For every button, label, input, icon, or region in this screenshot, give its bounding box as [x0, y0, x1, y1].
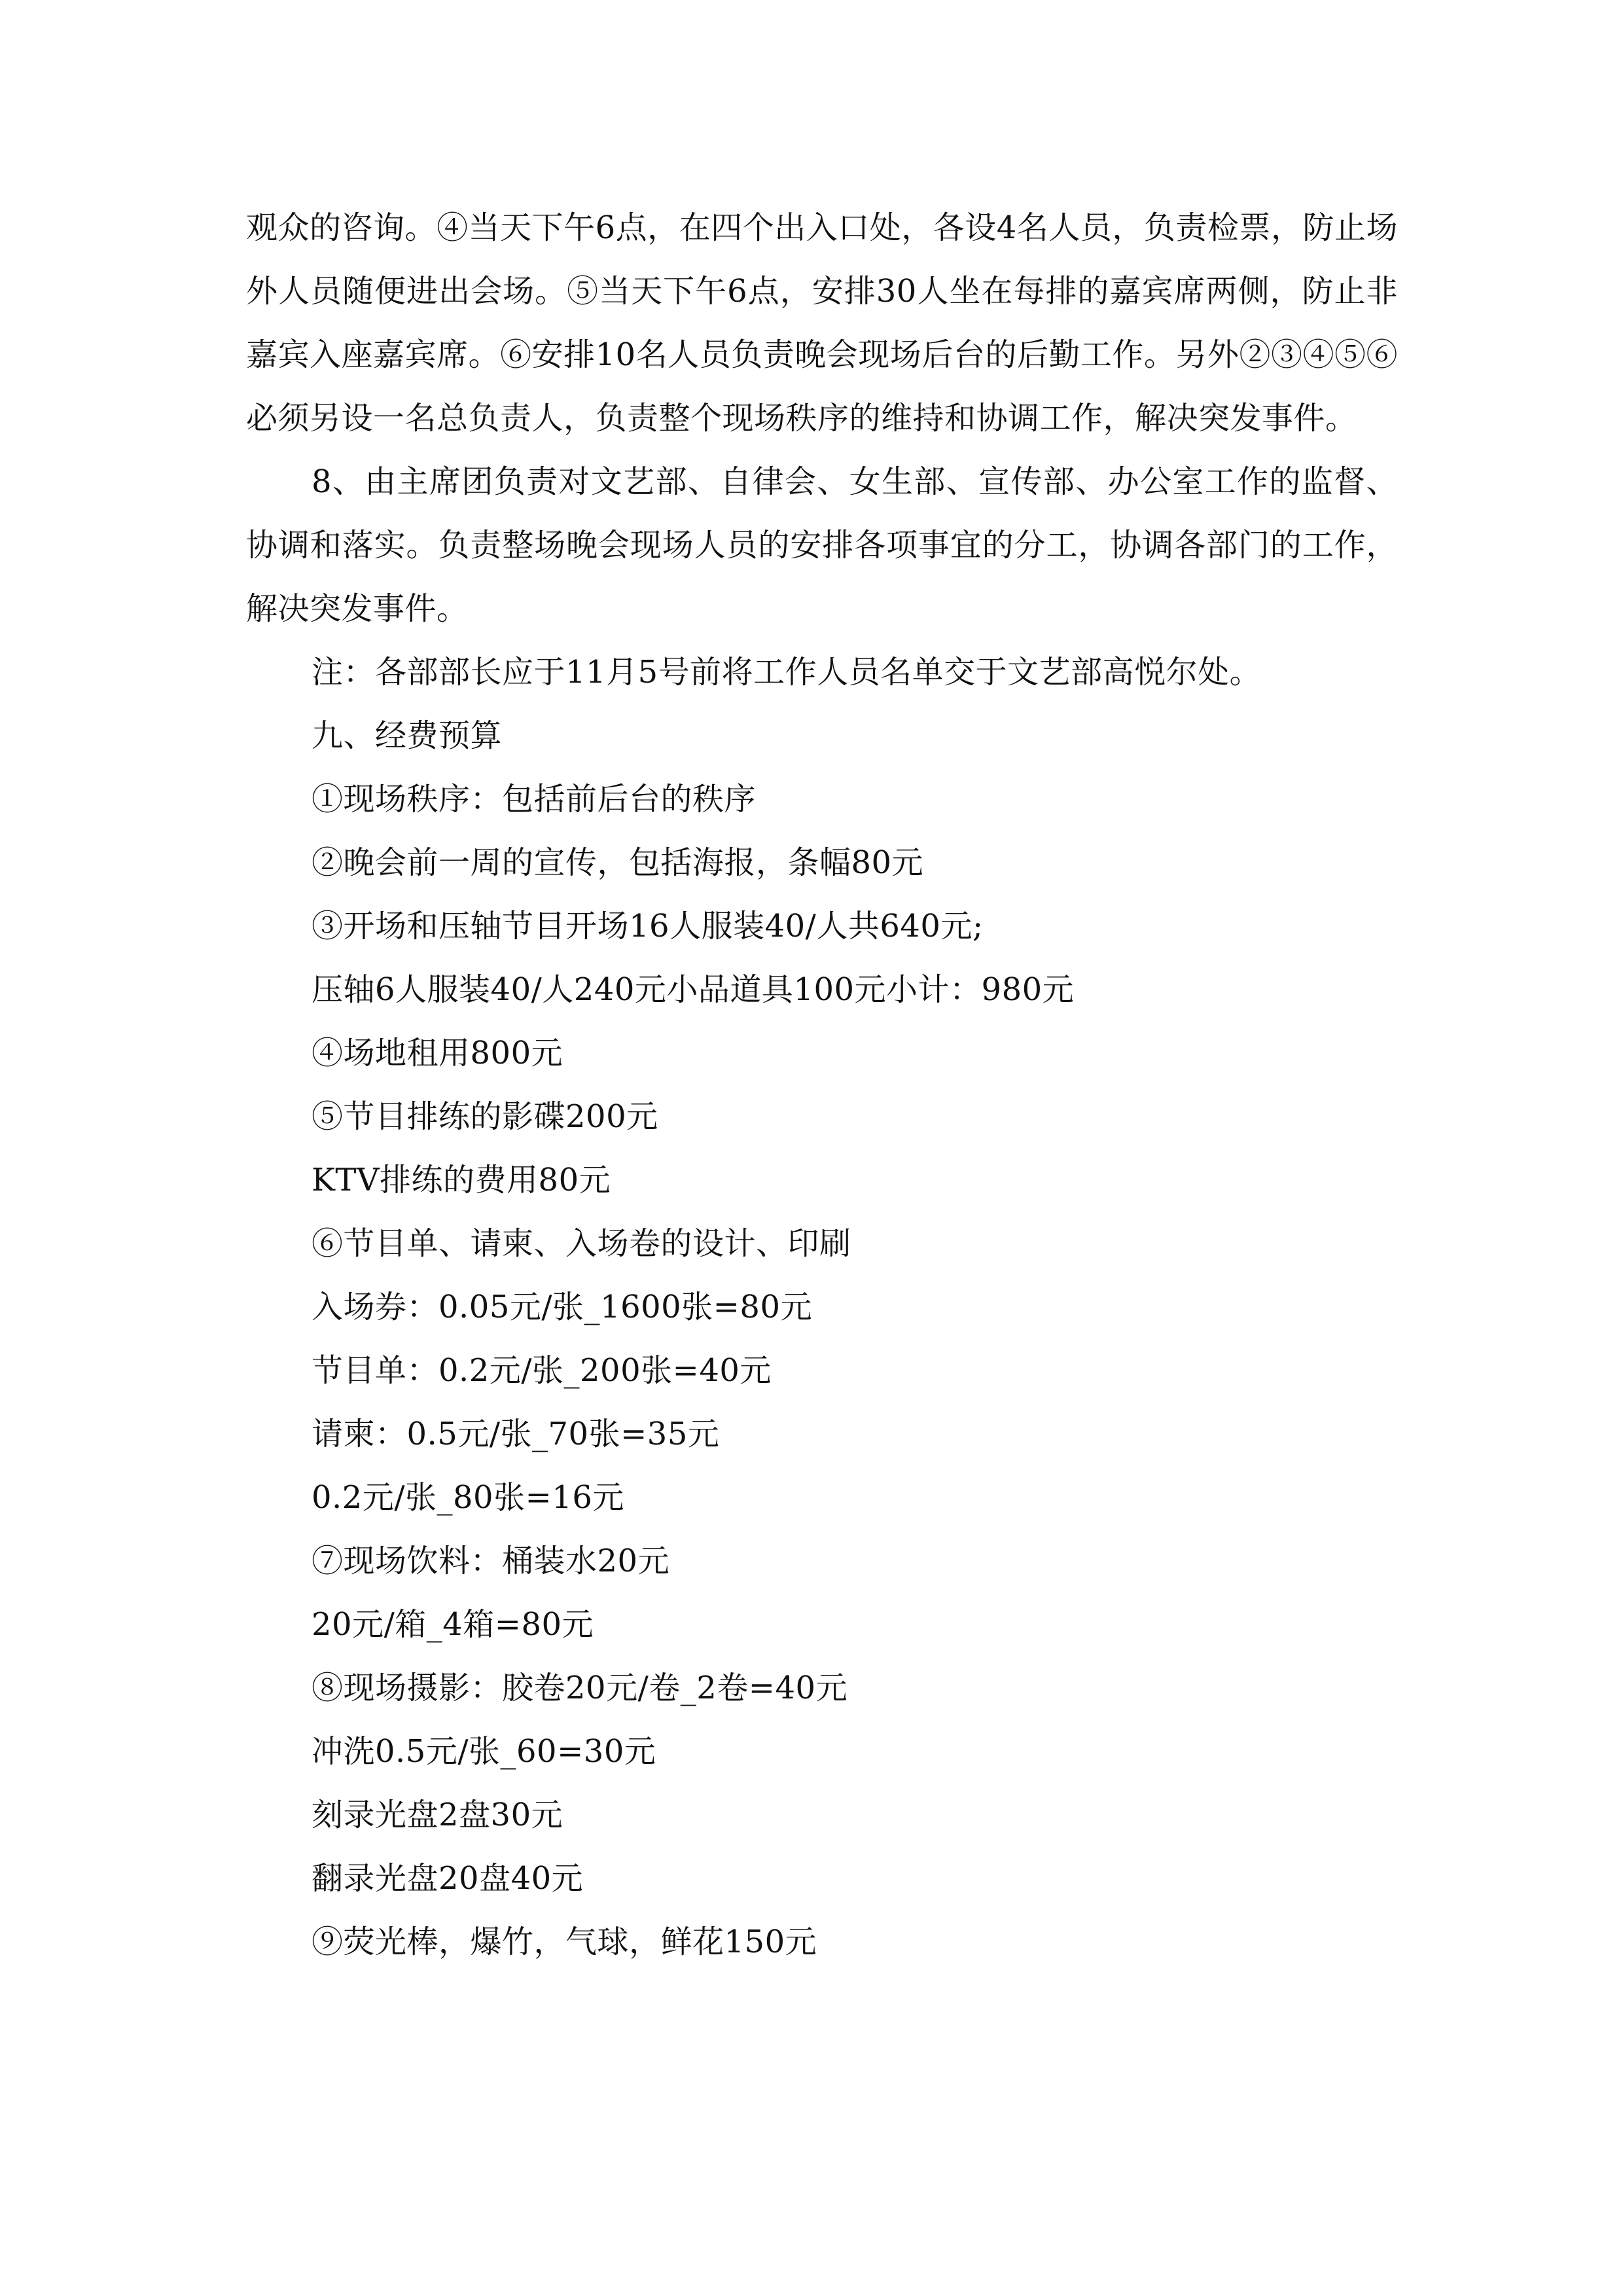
paragraph-staffing: 观众的咨询。④当天下午6点，在四个出入口处，各设4名人员，负责检票，防止场外人员随便进出会场。⑤当天下午6点，安排30人坐在每排的嘉宾席两侧，防止非嘉宾入座嘉宾席。⑥安排10名人员负责晚会现场后台的后勤工作。另外②③④⑤⑥必须另设一名总负责人，负责整个现场秩序的维持和协调工作，解决突发事件。: [246, 209, 1398, 437]
budget-line: 入场券：0.05元/张_1600张=80元: [312, 1289, 813, 1325]
budget-line: ⑥节目单、请柬、入场卷的设计、印刷: [312, 1225, 851, 1262]
budget-line: ①现场秩序：包括前后台的秩序: [312, 781, 757, 817]
budget-line: 压轴6人服装40/人240元小品道具100元小计：980元: [312, 971, 1075, 1008]
budget-line: 0.2元/张_80张=16元: [312, 1479, 624, 1516]
section-title-budget: 九、经费预算: [312, 717, 503, 754]
paragraph-presidium: 8、由主席团负责对文艺部、自律会、女生部、宣传部、办公室工作的监督、协调和落实。负责整场晚会现场人员的安排各项事宜的分工，协调各部门的工作，解决突发事件。: [246, 463, 1398, 627]
note-line: 注：各部部长应于11月5号前将工作人员名单交于文艺部高悦尔处。: [312, 654, 1262, 691]
budget-line: ③开场和压轴节目开场16人服装40/人共640元;: [312, 908, 984, 944]
budget-line: KTV排练的费用80元: [312, 1162, 611, 1198]
budget-line: ②晚会前一周的宣传，包括海报，条幅80元: [312, 844, 924, 881]
budget-line: ⑧现场摄影：胶卷20元/卷_2卷=40元: [312, 1670, 848, 1706]
budget-line: 节目单：0.2元/张_200张=40元: [312, 1352, 772, 1389]
budget-line: ⑨荧光棒，爆竹，气球，鲜花150元: [312, 1924, 817, 1960]
budget-line: 冲洗0.5元/张_60=30元: [312, 1733, 656, 1770]
budget-line: 刻录光盘2盘30元: [312, 1797, 563, 1833]
budget-list: [246, 768, 1398, 1974]
document-body: [246, 196, 1398, 1974]
budget-line: 请柬：0.5元/张_70张=35元: [312, 1416, 720, 1452]
budget-line: ④场地租用800元: [312, 1035, 563, 1071]
budget-line: ⑦现场饮料：桶装水20元: [312, 1543, 670, 1579]
budget-line: 20元/箱_4箱=80元: [312, 1606, 594, 1643]
budget-line: ⑤节目排练的影碟200元: [312, 1098, 658, 1135]
budget-line: 翻录光盘20盘40元: [312, 1860, 584, 1897]
